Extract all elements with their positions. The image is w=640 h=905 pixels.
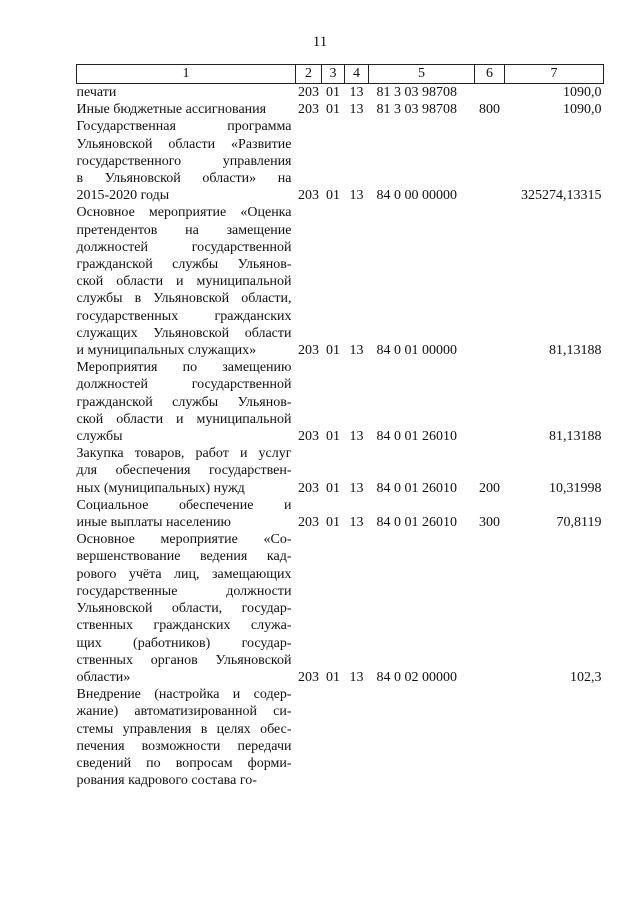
section-code-cell: 01	[326, 429, 340, 445]
target-article-cell	[369, 686, 475, 789]
section-code-cell: 01	[326, 669, 340, 685]
row-name-line: Ульяновской области «Развитие	[76, 136, 292, 152]
row-name-line: сведений по вопросам форми-	[76, 755, 292, 771]
target-article-cell: 84 0 01 26010	[376, 480, 457, 496]
subsection-code-cell: 13	[349, 480, 364, 496]
row-name-line: государственные должности	[76, 583, 292, 599]
row-name-line: и муниципальных служащих»	[76, 343, 257, 359]
row-name-line: гражданской службы Ульянов-	[76, 394, 292, 410]
subsection-code-cell: 13	[349, 85, 364, 100]
section-code-cell: 01	[326, 102, 340, 118]
row-name-line: области»	[76, 669, 131, 685]
table-row	[77, 204, 604, 359]
subsection-code-cell: 13	[349, 669, 364, 685]
table-row	[77, 497, 604, 531]
table-row	[77, 359, 604, 445]
amount-cell: 1090,0	[563, 102, 602, 118]
admin-code-cell: 203	[298, 85, 319, 100]
row-name-line: Закупка товаров, работ и услуг	[76, 446, 292, 462]
admin-code-cell: 203	[298, 429, 319, 445]
row-name-line: вершенствование ведения кад-	[76, 549, 292, 565]
row-name-line: Государственная программа	[76, 119, 292, 135]
row-name-line: печения возможности передачи	[76, 738, 292, 754]
subsection-code-cell: 13	[349, 429, 364, 445]
row-name-line: должностей государственной	[76, 377, 292, 393]
section-code-cell	[322, 686, 345, 789]
column-header-4: 4	[345, 65, 369, 84]
target-article-cell: 81 3 03 98708	[376, 85, 457, 100]
subsection-code-cell: 13	[349, 188, 364, 204]
row-name-cell	[77, 686, 296, 789]
row-name-line: должностей государственной	[76, 239, 292, 255]
row-name-line: рового учёта лиц, замещающих	[76, 566, 292, 582]
row-name-line: Ульяновской области, государ-	[76, 601, 292, 617]
table-row	[77, 531, 604, 686]
expense-type-cell	[475, 686, 505, 789]
row-name-line: ской области и муниципальной	[76, 411, 292, 427]
subsection-code-cell: 13	[349, 343, 364, 359]
row-name-line: щих (работников) государ-	[76, 635, 292, 651]
row-name-line: ской области и муниципальной	[76, 274, 292, 290]
amount-cell	[505, 686, 604, 789]
section-code-cell: 01	[326, 480, 340, 496]
target-article-cell: 84 0 01 00000	[376, 343, 457, 359]
row-name-line: стемы управления в целях обес-	[76, 721, 292, 737]
row-name-cell	[77, 204, 296, 359]
row-name-line: печати	[76, 85, 117, 100]
admin-code-cell	[296, 686, 322, 789]
expense-type-cell	[475, 84, 505, 102]
target-article-cell: 81 3 03 98708	[376, 102, 457, 118]
admin-code-cell: 203	[298, 188, 319, 204]
row-name-line: ственных органов Ульяновской	[76, 652, 292, 668]
table-header-row	[77, 65, 604, 84]
amount-cell: 81,13188	[549, 343, 602, 359]
section-code-cell: 01	[326, 515, 340, 531]
column-header-3: 3	[322, 65, 345, 84]
row-name-line: службы в Ульяновской области,	[76, 291, 292, 307]
subsection-code-cell: 13	[349, 102, 364, 118]
row-name-line: Социальное обеспечение и	[76, 497, 292, 513]
column-header-6: 6	[475, 65, 505, 84]
row-name-line: Внедрение (настройка и содер-	[76, 687, 292, 703]
row-name-line: претендентов на замещение	[76, 222, 292, 238]
row-name-line: Мероприятия по замещению	[76, 360, 292, 376]
expense-type-cell: 300	[479, 515, 500, 531]
target-article-cell: 84 0 02 00000	[376, 669, 457, 685]
section-code-cell: 01	[326, 343, 340, 359]
expense-type-cell	[475, 118, 505, 204]
row-name-line: ных (муниципальных) нужд	[76, 480, 245, 496]
row-name-line: в Ульяновской области» на	[76, 171, 292, 187]
row-name-cell	[77, 531, 296, 686]
row-name-line: государственного управления	[76, 153, 292, 169]
target-article-cell: 84 0 01 26010	[376, 515, 457, 531]
amount-cell: 102,3	[570, 669, 602, 685]
admin-code-cell: 203	[298, 480, 319, 496]
row-name-line: иные выплаты населению	[76, 515, 231, 531]
table-body	[77, 84, 604, 790]
admin-code-cell: 203	[298, 343, 319, 359]
table-row	[77, 118, 604, 204]
section-code-cell: 01	[326, 85, 340, 100]
row-name-cell	[77, 497, 296, 531]
row-name-cell	[77, 118, 296, 204]
row-name-line: служащих Ульяновской области	[76, 325, 292, 341]
column-header-5: 5	[369, 65, 475, 84]
amount-cell: 70,8119	[556, 515, 602, 531]
row-name-line: гражданской службы Ульянов-	[76, 257, 292, 273]
row-name-line: Основное мероприятие «Оценка	[76, 205, 292, 221]
row-name-line: государственных гражданских	[76, 308, 292, 324]
column-header-1: 1	[77, 65, 296, 84]
row-name-cell	[77, 445, 296, 497]
section-code-cell: 01	[326, 188, 340, 204]
amount-cell: 325274,13315	[521, 188, 602, 204]
subsection-code-cell: 13	[349, 515, 364, 531]
expense-type-cell	[475, 204, 505, 359]
amount-cell: 81,13188	[549, 429, 602, 445]
table-row	[77, 686, 604, 789]
row-name-line: 2015-2020 годы	[76, 188, 170, 204]
admin-code-cell: 203	[298, 102, 319, 118]
row-name-cell	[77, 84, 296, 102]
subsection-code-cell	[345, 686, 369, 789]
amount-cell: 10,31998	[549, 480, 602, 496]
row-name-line: для обеспечения государствен-	[76, 463, 292, 479]
row-name-line: рования кадрового состава го-	[76, 773, 257, 789]
budget-table	[76, 64, 604, 789]
table-row	[77, 101, 604, 118]
row-name-line: службы	[76, 429, 123, 445]
row-name-line: Иные бюджетные ассигнования	[76, 102, 267, 118]
column-header-2: 2	[296, 65, 322, 84]
admin-code-cell: 203	[298, 669, 319, 685]
row-name-line: жание) автоматизированной си-	[76, 704, 292, 720]
expense-type-cell: 800	[479, 102, 500, 118]
row-name-line: ственных гражданских служа-	[76, 618, 292, 634]
expense-type-cell: 200	[479, 480, 500, 496]
table-row	[77, 84, 604, 102]
row-name-cell	[77, 101, 296, 118]
target-article-cell: 84 0 00 00000	[376, 188, 457, 204]
table-row	[77, 445, 604, 497]
amount-cell: 1090,0	[563, 85, 602, 100]
admin-code-cell: 203	[298, 515, 319, 531]
column-header-7: 7	[505, 65, 604, 84]
page-number: 11	[312, 34, 328, 50]
target-article-cell: 84 0 01 26010	[376, 429, 457, 445]
row-name-cell	[77, 359, 296, 445]
expense-type-cell	[475, 359, 505, 445]
row-name-line: Основное мероприятие «Со-	[76, 532, 292, 548]
expense-type-cell	[475, 531, 505, 686]
